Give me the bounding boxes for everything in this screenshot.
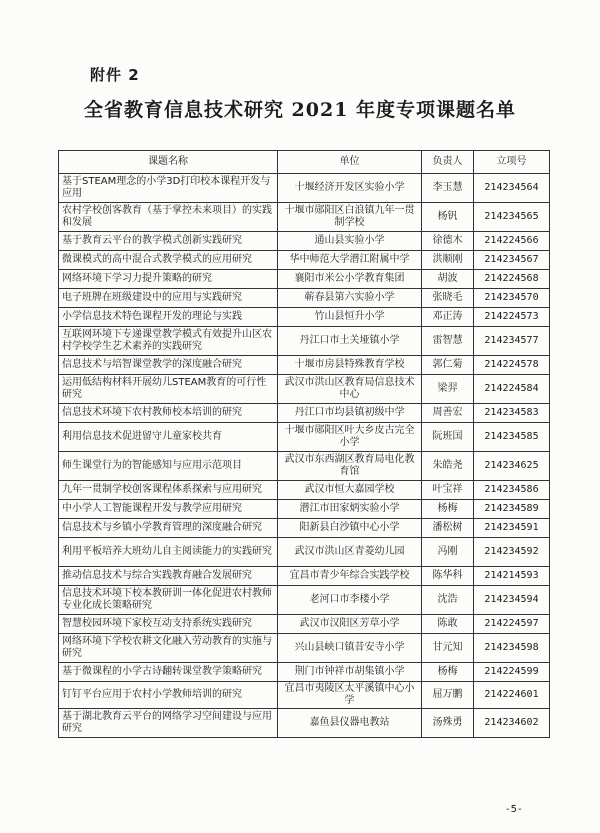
project-code-cell: 214234570 [474,289,550,308]
header-unit: 单位 [278,151,422,174]
table-row [59,232,550,251]
project-name-cell: 微课模式的高中混合式教学模式的应用研究 [59,251,278,270]
person-cell: 杨梅 [422,663,474,682]
unit-cell: 武汉市东西湖区教育局电化教育馆 [278,452,422,481]
unit-cell: 老河口市李楼小学 [278,586,422,615]
project-name-cell: 互联网环境下专递课堂教学模式有效提升山区农村学校学生艺术素养的实践研究 [59,327,278,356]
header-name: 课题名称 [59,151,278,174]
annex-label: 附件 2 [90,66,140,84]
project-code-cell: 214224568 [474,270,550,289]
table-body [59,174,550,738]
project-code-cell: 214214593 [474,567,550,586]
document-title: 全省教育信息技术研究 2021 年度专项课题名单 [83,99,517,121]
project-code-cell: 214234598 [474,634,550,663]
table-row [59,375,550,404]
project-code-cell: 214224566 [474,232,550,251]
table-row [59,327,550,356]
unit-cell: 宜昌市青少年综合实践学校 [278,567,422,586]
unit-cell: 阳新县白沙镇中心小学 [278,519,422,538]
project-name-cell: 师生课堂行为的智能感知与应用示范项目 [59,452,278,481]
table-row [59,203,550,232]
unit-cell: 十堰市郧阳区叶大乡皮古完全小学 [278,423,422,452]
project-code-cell: 214234594 [474,586,550,615]
project-code-cell: 214234591 [474,519,550,538]
person-cell: 邓正涛 [422,308,474,327]
project-code-cell: 214234567 [474,251,550,270]
unit-cell: 十堰市郧阳区白浪镇九年一贯制学校 [278,203,422,232]
project-code-cell: 214234602 [474,709,550,738]
person-cell: 杨钒 [422,203,474,232]
table-row [59,308,550,327]
table-row [59,481,550,500]
person-cell: 郭仁菊 [422,356,474,375]
unit-cell: 丹江口市均县镇初级中学 [278,404,422,423]
table-row [59,270,550,289]
project-name-cell: 基于湖北教育云平台的网络学习空间建设与应用研究 [59,709,278,738]
project-name-cell: 电子班牌在班级建设中的应用与实践研究 [59,289,278,308]
table-row [59,404,550,423]
project-name-cell: 信息技术环境下校本教研训一体化促进农村教师专业化成长策略研究 [59,586,278,615]
person-cell: 杨梅 [422,500,474,519]
unit-cell: 武汉市恒大嘉园学校 [278,481,422,500]
project-code-cell: 214234583 [474,404,550,423]
person-cell: 李玉慧 [422,174,474,203]
table-row [59,586,550,615]
project-code-cell: 214224601 [474,682,550,709]
project-code-cell: 214234585 [474,423,550,452]
unit-cell: 丹江口市土关垭镇小学 [278,327,422,356]
project-name-cell: 小学信息技术特色课程开发的理论与实践 [59,308,278,327]
project-code-cell: 214234564 [474,174,550,203]
project-name-cell: 基于STEAM理念的小学3D打印校本课程开发与应用 [59,174,278,203]
project-name-cell: 网络环境下学校农耕文化融入劳动教育的实施与研究 [59,634,278,663]
project-name-cell: 基于教育云平台的教学模式创新实践研究 [59,232,278,251]
project-name-cell: 农村学校创客教育（基于掌控未来项目）的实践和发展 [59,203,278,232]
table-header-row [59,151,550,174]
person-cell: 梁羿 [422,375,474,404]
unit-cell: 蕲春县第六实验小学 [278,289,422,308]
unit-cell: 嘉鱼县仪器电教站 [278,709,422,738]
page-number: -5- [506,804,523,815]
table-row [59,452,550,481]
table-row [59,682,550,709]
table-row [59,251,550,270]
person-cell: 陈华科 [422,567,474,586]
person-cell: 潘松树 [422,519,474,538]
table-row [59,519,550,538]
table-row [59,356,550,375]
person-cell: 徐德木 [422,232,474,251]
project-table [58,150,550,738]
project-name-cell: 九年一贯制学校创客课程体系探索与应用研究 [59,481,278,500]
person-cell: 叶宝祥 [422,481,474,500]
table-row [59,289,550,308]
project-name-cell: 信息技术与培智课堂教学的深度融合研究 [59,356,278,375]
table-row [59,500,550,519]
unit-cell: 通山县实验小学 [278,232,422,251]
unit-cell: 宜昌市夷陵区太平溪镇中心小学 [278,682,422,709]
person-cell: 周善宏 [422,404,474,423]
project-code-cell: 214234565 [474,203,550,232]
table-row [59,634,550,663]
table-row [59,174,550,203]
person-cell: 张晓毛 [422,289,474,308]
unit-cell: 潜江市田家炳实验小学 [278,500,422,519]
project-name-cell: 信息技术与乡镇小学教育管理的深度融合研究 [59,519,278,538]
person-cell: 甘元知 [422,634,474,663]
project-name-cell: 推动信息技术与综合实践教育融合发展研究 [59,567,278,586]
person-cell: 陈敢 [422,615,474,634]
unit-cell: 武汉市汉阳区芳草小学 [278,615,422,634]
project-name-cell: 钉钉平台应用于农村小学教师培训的研究 [59,682,278,709]
table-row [59,538,550,567]
unit-cell: 竹山县恒升小学 [278,308,422,327]
table-row [59,423,550,452]
unit-cell: 武汉市洪山区青菱幼儿园 [278,538,422,567]
project-code-cell: 214234592 [474,538,550,567]
person-cell: 雷智慧 [422,327,474,356]
table-row [59,663,550,682]
project-code-cell: 214234577 [474,327,550,356]
project-name-cell: 运用低结构材料开展幼儿STEAM教育的可行性研究 [59,375,278,404]
person-cell: 冯刚 [422,538,474,567]
person-cell: 朱皓尧 [422,452,474,481]
person-cell: 沈浩 [422,586,474,615]
project-code-cell: 214234589 [474,500,550,519]
table-row [59,615,550,634]
project-name-cell: 信息技术环境下农村教师校本培训的研究 [59,404,278,423]
project-code-cell: 214234586 [474,481,550,500]
unit-cell: 兴山县峡口镇昔安寺小学 [278,634,422,663]
person-cell: 汤殊勇 [422,709,474,738]
unit-cell: 武汉市洪山区教育局信息技术中心 [278,375,422,404]
person-cell: 屈万鹏 [422,682,474,709]
unit-cell: 襄阳市米公小学教育集团 [278,270,422,289]
project-name-cell: 中小学人工智能课程开发与教学应用研究 [59,500,278,519]
unit-cell: 荆门市钟祥市胡集镇小学 [278,663,422,682]
header-code: 立项号 [474,151,550,174]
header-person: 负责人 [422,151,474,174]
project-code-cell: 214224584 [474,375,550,404]
project-code-cell: 214224573 [474,308,550,327]
project-code-cell: 214234625 [474,452,550,481]
project-name-cell: 利用信息技术促进留守儿童家校共育 [59,423,278,452]
unit-cell: 十堰经济开发区实验小学 [278,174,422,203]
person-cell: 胡波 [422,270,474,289]
table-row [59,567,550,586]
project-name-cell: 基于微课程的小学古诗翻转课堂教学策略研究 [59,663,278,682]
person-cell: 洪顺刚 [422,251,474,270]
project-name-cell: 网络环境下学习力提升策略的研究 [59,270,278,289]
table-row [59,709,550,738]
person-cell: 阮班国 [422,423,474,452]
project-code-cell: 214224578 [474,356,550,375]
unit-cell: 十堰市房县特殊教育学校 [278,356,422,375]
project-name-cell: 智慧校园环境下家校互动支持系统实践研究 [59,615,278,634]
unit-cell: 华中师范大学潜江附属中学 [278,251,422,270]
project-name-cell: 利用平板培养大班幼儿自主阅读能力的实践研究 [59,538,278,567]
project-code-cell: 214224599 [474,663,550,682]
project-code-cell: 214224597 [474,615,550,634]
